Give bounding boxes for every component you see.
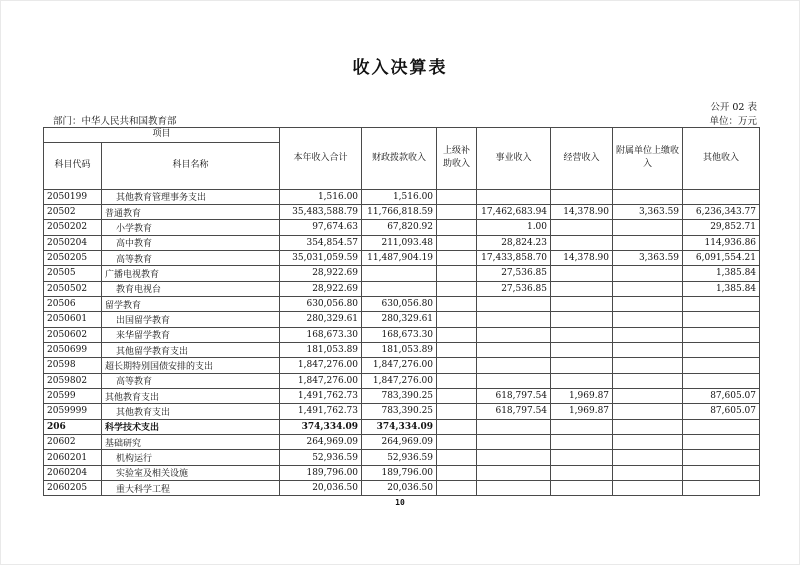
subject-code-cell: 2060201: [44, 450, 102, 465]
other-revenue-cell: [683, 419, 760, 434]
other-revenue-cell: [683, 481, 760, 496]
operating-revenue-cell: [551, 373, 613, 388]
total-revenue-cell: 168,673.30: [280, 327, 362, 342]
subject-name-cell: 其他留学教育支出: [102, 342, 280, 357]
subject-code-cell: 2050202: [44, 220, 102, 235]
subject-code-cell: 2050602: [44, 327, 102, 342]
subject-name-cell: 机构运行: [102, 450, 280, 465]
subject-name-cell: 教育电视台: [102, 281, 280, 296]
header-total-revenue: 本年收入合计: [280, 128, 362, 190]
table-row: [44, 419, 760, 434]
total-revenue-cell: 1,847,276.00: [280, 358, 362, 373]
total-revenue-cell: 1,491,762.73: [280, 388, 362, 403]
table-body: [44, 189, 760, 496]
total-revenue-cell: 35,483,588.79: [280, 204, 362, 219]
operating-revenue-cell: [551, 342, 613, 357]
fiscal-appropriation-cell: 630,056.80: [362, 296, 437, 311]
subject-code-cell: 2060205: [44, 481, 102, 496]
other-revenue-cell: [683, 189, 760, 204]
affiliated-remitted-cell: [613, 235, 683, 250]
operating-revenue-cell: [551, 358, 613, 373]
affiliated-remitted-cell: [613, 404, 683, 419]
superior-subsidy-cell: [437, 204, 477, 219]
total-revenue-cell: 1,516.00: [280, 189, 362, 204]
operating-revenue-cell: [551, 220, 613, 235]
superior-subsidy-cell: [437, 404, 477, 419]
table-row: [44, 388, 760, 403]
meta-row: [53, 113, 757, 127]
total-revenue-cell: 374,334.09: [280, 419, 362, 434]
table-row: [44, 220, 760, 235]
total-revenue-cell: 1,491,762.73: [280, 404, 362, 419]
fiscal-appropriation-cell: 264,969.09: [362, 435, 437, 450]
fiscal-appropriation-cell: 783,390.25: [362, 388, 437, 403]
header-other-revenue: 其他收入: [683, 128, 760, 190]
affiliated-remitted-cell: 3,363.59: [613, 204, 683, 219]
subject-name-cell: 超长期特别国债安排的支出: [102, 358, 280, 373]
fiscal-appropriation-cell: 181,053.89: [362, 342, 437, 357]
operating-revenue-cell: [551, 296, 613, 311]
total-revenue-cell: 20,036.50: [280, 481, 362, 496]
fiscal-appropriation-cell: 11,487,904.19: [362, 250, 437, 265]
affiliated-remitted-cell: 3,363.59: [613, 250, 683, 265]
header-business-revenue: 事业收入: [477, 128, 551, 190]
operating-revenue-cell: [551, 435, 613, 450]
other-revenue-cell: [683, 296, 760, 311]
operating-revenue-cell: [551, 266, 613, 281]
table-row: [44, 342, 760, 357]
subject-name-cell: 小学教育: [102, 220, 280, 235]
operating-revenue-cell: [551, 419, 613, 434]
subject-code-cell: 2050502: [44, 281, 102, 296]
superior-subsidy-cell: [437, 189, 477, 204]
business-revenue-cell: [477, 296, 551, 311]
subject-code-cell: 2059999: [44, 404, 102, 419]
affiliated-remitted-cell: [613, 450, 683, 465]
total-revenue-cell: 189,796.00: [280, 465, 362, 480]
fiscal-appropriation-cell: 1,847,276.00: [362, 373, 437, 388]
superior-subsidy-cell: [437, 388, 477, 403]
table-header: [44, 128, 760, 190]
header-subject-code: 科目代码: [44, 142, 102, 189]
other-revenue-cell: [683, 327, 760, 342]
superior-subsidy-cell: [437, 250, 477, 265]
other-revenue-cell: 1,385.84: [683, 281, 760, 296]
business-revenue-cell: 27,536.85: [477, 266, 551, 281]
business-revenue-cell: [477, 312, 551, 327]
operating-revenue-cell: 14,378.90: [551, 204, 613, 219]
fiscal-appropriation-cell: 189,796.00: [362, 465, 437, 480]
fiscal-appropriation-cell: 374,334.09: [362, 419, 437, 434]
business-revenue-cell: [477, 465, 551, 480]
affiliated-remitted-cell: [613, 435, 683, 450]
subject-code-cell: 2050199: [44, 189, 102, 204]
total-revenue-cell: 35,031,059.59: [280, 250, 362, 265]
superior-subsidy-cell: [437, 342, 477, 357]
header-superior-subsidy: 上级补助收入: [437, 128, 477, 190]
subject-name-cell: 其他教育支出: [102, 404, 280, 419]
table-row: [44, 435, 760, 450]
subject-code-cell: 206: [44, 419, 102, 434]
subject-name-cell: 出国留学教育: [102, 312, 280, 327]
subject-name-cell: 其他教育管理事务支出: [102, 189, 280, 204]
business-revenue-cell: 618,797.54: [477, 388, 551, 403]
business-revenue-cell: [477, 342, 551, 357]
fiscal-appropriation-cell: 20,036.50: [362, 481, 437, 496]
table-row: [44, 250, 760, 265]
other-revenue-cell: [683, 312, 760, 327]
fiscal-appropriation-cell: 67,820.92: [362, 220, 437, 235]
fiscal-appropriation-cell: 11,766,818.59: [362, 204, 437, 219]
fiscal-appropriation-cell: 280,329.61: [362, 312, 437, 327]
fiscal-appropriation-cell: 1,516.00: [362, 189, 437, 204]
fiscal-appropriation-cell: [362, 266, 437, 281]
other-revenue-cell: [683, 465, 760, 480]
affiliated-remitted-cell: [613, 266, 683, 281]
superior-subsidy-cell: [437, 296, 477, 311]
other-revenue-cell: [683, 435, 760, 450]
subject-name-cell: 其他教育支出: [102, 388, 280, 403]
header-item-group: 项目: [44, 128, 280, 143]
affiliated-remitted-cell: [613, 189, 683, 204]
subject-name-cell: 科学技术支出: [102, 419, 280, 434]
business-revenue-cell: 1.00: [477, 220, 551, 235]
operating-revenue-cell: [551, 450, 613, 465]
subject-code-cell: 20599: [44, 388, 102, 403]
subject-code-cell: 20598: [44, 358, 102, 373]
header-fiscal-appropriation: 财政拨款收入: [362, 128, 437, 190]
superior-subsidy-cell: [437, 435, 477, 450]
other-revenue-cell: 87,605.07: [683, 404, 760, 419]
subject-name-cell: 留学教育: [102, 296, 280, 311]
subject-name-cell: 高中教育: [102, 235, 280, 250]
superior-subsidy-cell: [437, 327, 477, 342]
total-revenue-cell: 97,674.63: [280, 220, 362, 235]
other-revenue-cell: [683, 342, 760, 357]
superior-subsidy-cell: [437, 220, 477, 235]
subject-code-cell: 20602: [44, 435, 102, 450]
other-revenue-cell: [683, 450, 760, 465]
total-revenue-cell: 280,329.61: [280, 312, 362, 327]
table-row: [44, 465, 760, 480]
business-revenue-cell: [477, 358, 551, 373]
business-revenue-cell: 17,462,683.94: [477, 204, 551, 219]
superior-subsidy-cell: [437, 235, 477, 250]
subject-code-cell: 2059802: [44, 373, 102, 388]
subject-code-cell: 2050205: [44, 250, 102, 265]
business-revenue-cell: [477, 481, 551, 496]
affiliated-remitted-cell: [613, 281, 683, 296]
operating-revenue-cell: 14,378.90: [551, 250, 613, 265]
subject-name-cell: 高等教育: [102, 373, 280, 388]
superior-subsidy-cell: [437, 419, 477, 434]
total-revenue-cell: 28,922.69: [280, 281, 362, 296]
table-row: [44, 296, 760, 311]
fiscal-appropriation-cell: 783,390.25: [362, 404, 437, 419]
fiscal-appropriation-cell: 168,673.30: [362, 327, 437, 342]
affiliated-remitted-cell: [613, 419, 683, 434]
table-row: [44, 404, 760, 419]
operating-revenue-cell: [551, 465, 613, 480]
affiliated-remitted-cell: [613, 388, 683, 403]
operating-revenue-cell: [551, 235, 613, 250]
page-title: 收入决算表: [352, 58, 448, 78]
operating-revenue-cell: [551, 327, 613, 342]
affiliated-remitted-cell: [613, 373, 683, 388]
affiliated-remitted-cell: [613, 358, 683, 373]
fiscal-appropriation-cell: [362, 281, 437, 296]
business-revenue-cell: [477, 419, 551, 434]
superior-subsidy-cell: [437, 312, 477, 327]
table-row: [44, 358, 760, 373]
subject-code-cell: 20506: [44, 296, 102, 311]
superior-subsidy-cell: [437, 266, 477, 281]
total-revenue-cell: 52,936.59: [280, 450, 362, 465]
fiscal-appropriation-cell: 211,093.48: [362, 235, 437, 250]
total-revenue-cell: 181,053.89: [280, 342, 362, 357]
business-revenue-cell: 28,824.23: [477, 235, 551, 250]
subject-name-cell: 普通教育: [102, 204, 280, 219]
table-row: [44, 481, 760, 496]
subject-code-cell: 20505: [44, 266, 102, 281]
other-revenue-cell: 1,385.84: [683, 266, 760, 281]
affiliated-remitted-cell: [613, 481, 683, 496]
affiliated-remitted-cell: [613, 312, 683, 327]
subject-name-cell: 来华留学教育: [102, 327, 280, 342]
table-row: [44, 373, 760, 388]
total-revenue-cell: 354,854.57: [280, 235, 362, 250]
subject-name-cell: 重大科学工程: [102, 481, 280, 496]
other-revenue-cell: 29,852.71: [683, 220, 760, 235]
operating-revenue-cell: [551, 281, 613, 296]
affiliated-remitted-cell: [613, 220, 683, 235]
header-affiliated-remitted: 附属单位上缴收入: [613, 128, 683, 190]
other-revenue-cell: [683, 373, 760, 388]
business-revenue-cell: [477, 327, 551, 342]
other-revenue-cell: 87,605.07: [683, 388, 760, 403]
other-revenue-cell: 114,936.86: [683, 235, 760, 250]
affiliated-remitted-cell: [613, 296, 683, 311]
subject-name-cell: 高等教育: [102, 250, 280, 265]
subject-code-cell: 20502: [44, 204, 102, 219]
superior-subsidy-cell: [437, 281, 477, 296]
header-operating-revenue: 经营收入: [551, 128, 613, 190]
operating-revenue-cell: 1,969.87: [551, 404, 613, 419]
business-revenue-cell: [477, 189, 551, 204]
affiliated-remitted-cell: [613, 465, 683, 480]
business-revenue-cell: [477, 373, 551, 388]
superior-subsidy-cell: [437, 481, 477, 496]
subject-name-cell: 基础研究: [102, 435, 280, 450]
superior-subsidy-cell: [437, 450, 477, 465]
superior-subsidy-cell: [437, 373, 477, 388]
total-revenue-cell: 630,056.80: [280, 296, 362, 311]
unit-label: 单位：万元: [709, 116, 757, 127]
other-revenue-cell: 6,236,343.77: [683, 204, 760, 219]
operating-revenue-cell: [551, 189, 613, 204]
subject-name-cell: 实验室及相关设施: [102, 465, 280, 480]
table-row: [44, 204, 760, 219]
superior-subsidy-cell: [437, 358, 477, 373]
operating-revenue-cell: [551, 481, 613, 496]
fiscal-appropriation-cell: 1,847,276.00: [362, 358, 437, 373]
header-subject-name: 科目名称: [102, 142, 280, 189]
department-label: 部门：中华人民共和国教育部: [53, 116, 177, 127]
superior-subsidy-cell: [437, 465, 477, 480]
table-row: [44, 327, 760, 342]
table-row: [44, 266, 760, 281]
affiliated-remitted-cell: [613, 342, 683, 357]
total-revenue-cell: 264,969.09: [280, 435, 362, 450]
fiscal-appropriation-cell: 52,936.59: [362, 450, 437, 465]
business-revenue-cell: 618,797.54: [477, 404, 551, 419]
revenue-table: [43, 127, 760, 496]
other-revenue-cell: [683, 358, 760, 373]
table-code-label: 公开 02 表: [710, 102, 757, 113]
page-number: 10: [395, 498, 405, 507]
subject-code-cell: 2050601: [44, 312, 102, 327]
table-row: [44, 189, 760, 204]
business-revenue-cell: [477, 450, 551, 465]
subject-code-cell: 2050204: [44, 235, 102, 250]
total-revenue-cell: 28,922.69: [280, 266, 362, 281]
table-row: [44, 450, 760, 465]
other-revenue-cell: 6,091,554.21: [683, 250, 760, 265]
business-revenue-cell: 27,536.85: [477, 281, 551, 296]
operating-revenue-cell: 1,969.87: [551, 388, 613, 403]
business-revenue-cell: 17,433,858.70: [477, 250, 551, 265]
subject-code-cell: 2050699: [44, 342, 102, 357]
affiliated-remitted-cell: [613, 327, 683, 342]
table-row: [44, 281, 760, 296]
total-revenue-cell: 1,847,276.00: [280, 373, 362, 388]
business-revenue-cell: [477, 435, 551, 450]
subject-name-cell: 广播电视教育: [102, 266, 280, 281]
table-row: [44, 235, 760, 250]
table-row: [44, 312, 760, 327]
operating-revenue-cell: [551, 312, 613, 327]
subject-code-cell: 2060204: [44, 465, 102, 480]
